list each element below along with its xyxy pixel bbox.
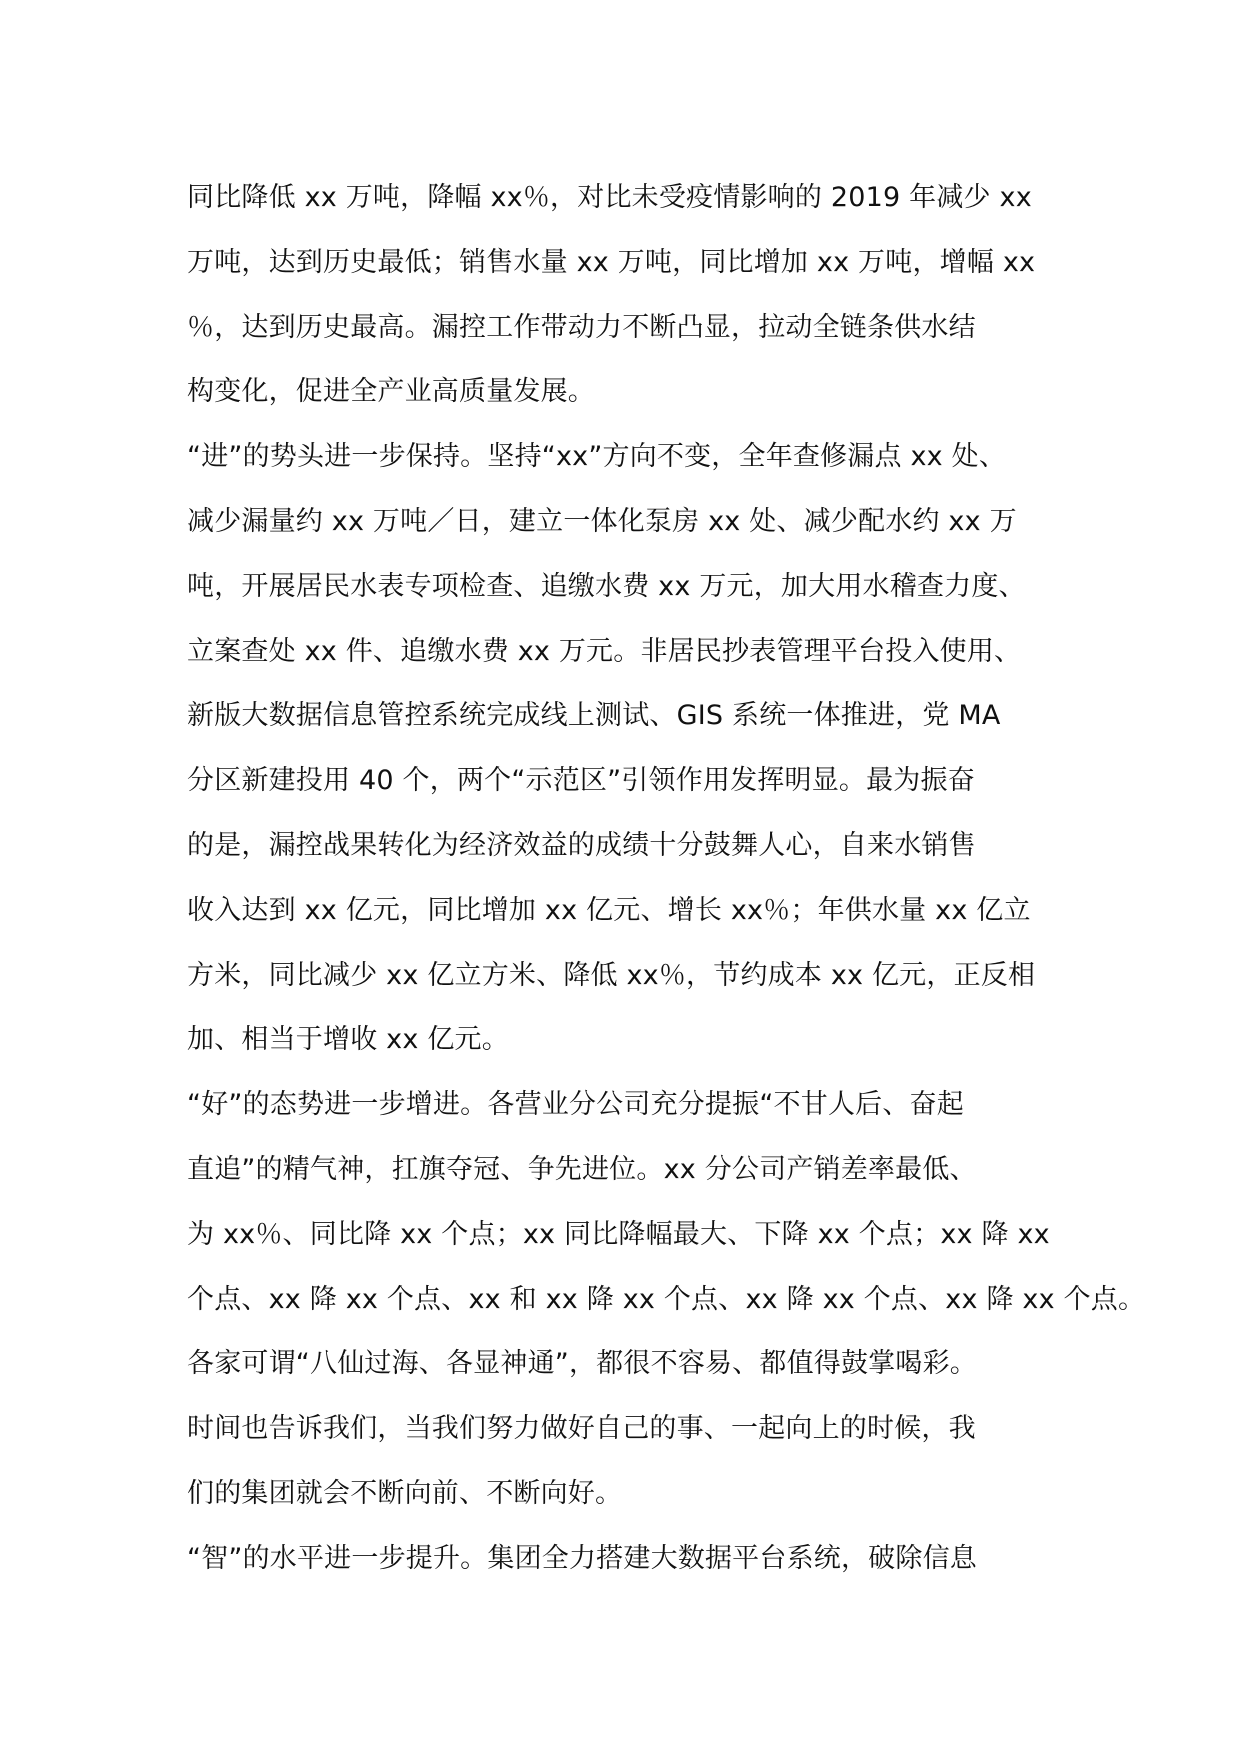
text-line: 减少漏量约 xx 万吨／日，建立一体化泵房 xx 处、减少配水约 xx 万 bbox=[187, 505, 1017, 537]
text-line: “进”的势头进一步保持。坚持“xx”方向不变，全年查修漏点 xx 处、 bbox=[187, 441, 1007, 473]
body-text bbox=[187, 166, 1146, 1592]
text-line: 加、相当于增收 xx 亿元。 bbox=[187, 1024, 509, 1056]
text-line: 构变化，促进全产业高质量发展。 bbox=[187, 376, 595, 408]
text-line: 的是，漏控战果转化为经济效益的成绩十分鼓舞人心，自来水销售 bbox=[187, 829, 976, 861]
text-line: 同比降低 xx 万吨，降幅 xx％，对比未受疫情影响的 2019 年减少 xx bbox=[187, 182, 1032, 213]
text-line: “智”的水平进一步提升。集团全力搭建大数据平台系统，破除信息 bbox=[187, 1542, 977, 1574]
text-line: 个点、xx 降 xx 个点、xx 和 xx 降 xx 个点、xx 降 xx 个点、xx 降 xx 个点。 bbox=[187, 1283, 1146, 1315]
text-line: 万吨，达到历史最低；销售水量 xx 万吨，同比增加 xx 万吨，增幅 xx bbox=[187, 246, 1036, 278]
text-line: 方米，同比减少 xx 亿立方米、降低 xx％，节约成本 xx 亿元，正反相 bbox=[187, 959, 1036, 991]
text-line: 吨，开展居民水表专项检查、追缴水费 xx 万元，加大用水稽查力度、 bbox=[187, 570, 1026, 602]
text-line: 们的集团就会不断向前、不断向好。 bbox=[187, 1477, 623, 1509]
text-line: “好”的态势进一步增进。各营业分公司充分提振“不甘人后、奋起 bbox=[187, 1089, 964, 1121]
text-line: 分区新建投用 40 个，两个“示范区”引领作用发挥明显。最为振奋 bbox=[187, 765, 975, 797]
text-line: 收入达到 xx 亿元，同比增加 xx 亿元、增长 xx％；年供水量 xx 亿立 bbox=[187, 894, 1031, 926]
text-line: ％，达到历史最高。漏控工作带动力不断凸显，拉动全链条供水结 bbox=[187, 311, 976, 343]
text-line: 各家可谓“八仙过海、各显神通”，都很不容易、都值得鼓掌喝彩。 bbox=[187, 1348, 977, 1380]
text-line: 为 xx％、同比降 xx 个点；xx 同比降幅最大、下降 xx 个点；xx 降 xx bbox=[187, 1218, 1050, 1250]
text-line: 新版大数据信息管控系统完成线上测试、GIS 系统一体推进，党 MA bbox=[187, 700, 1001, 732]
text-line: 直追”的精气神，扛旗夺冠、争先进位。xx 分公司产销差率最低、 bbox=[187, 1153, 977, 1185]
text-line: 立案查处 xx 件、追缴水费 xx 万元。非居民抄表管理平台投入使用、 bbox=[187, 635, 1022, 667]
text-line: 时间也告诉我们，当我们努力做好自己的事、一起向上的时候，我 bbox=[187, 1413, 976, 1445]
